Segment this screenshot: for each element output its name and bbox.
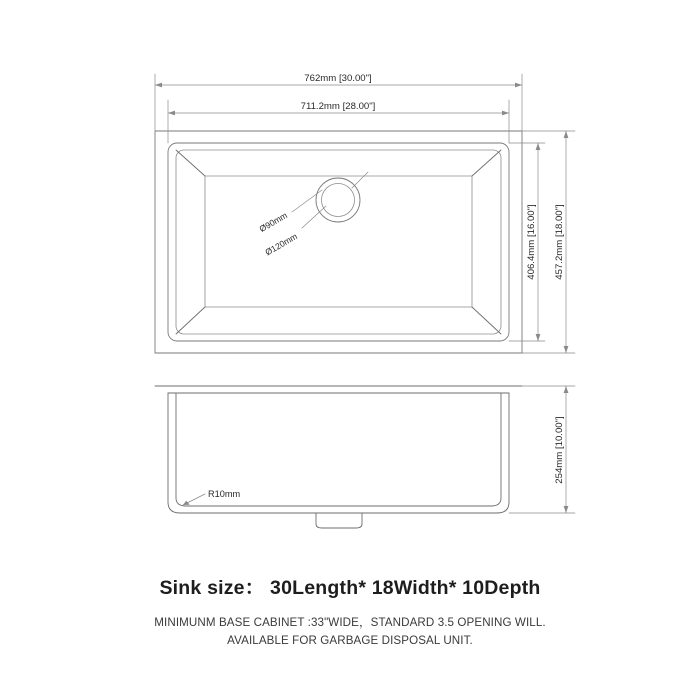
dim-label-drain-inner-diameter: Ø90mm [257, 210, 289, 235]
corner-radius-leader [183, 494, 205, 505]
dim-label-overall-length: 762mm [30.00"] [304, 73, 372, 84]
side-view-body [155, 386, 522, 528]
callout-label-corner-radius: R10mm [208, 489, 241, 499]
dim-label-overall-width: 457.2mm [18.00"] [554, 204, 565, 280]
caption-block [0, 572, 700, 650]
cabinet-note-line-2: AVAILABLE FOR GARBAGE DISPOSAL UNIT. [227, 633, 473, 647]
dim-label-drain-outer-diameter: Ø120mm [263, 231, 299, 258]
dim-depth [509, 386, 575, 513]
drain-hole [316, 178, 360, 222]
drain-leader-lines [292, 172, 368, 228]
dim-label-inner-width: 406.4mm [16.00"] [526, 204, 537, 280]
cabinet-note-line-1: MINIMUNM BASE CABINET :33"WIDE，STANDARD 3.5 OPENING WILL. [154, 616, 546, 629]
sink-size-title: Sink size： 30Length* 18Width* 10Depth [159, 577, 541, 599]
dim-label-depth: 254mm [10.00"] [554, 416, 565, 484]
top-view-basin [168, 143, 509, 341]
dim-label-inner-length: 711.2mm [28.00"] [300, 101, 376, 112]
top-view-outer-rim [155, 131, 522, 353]
